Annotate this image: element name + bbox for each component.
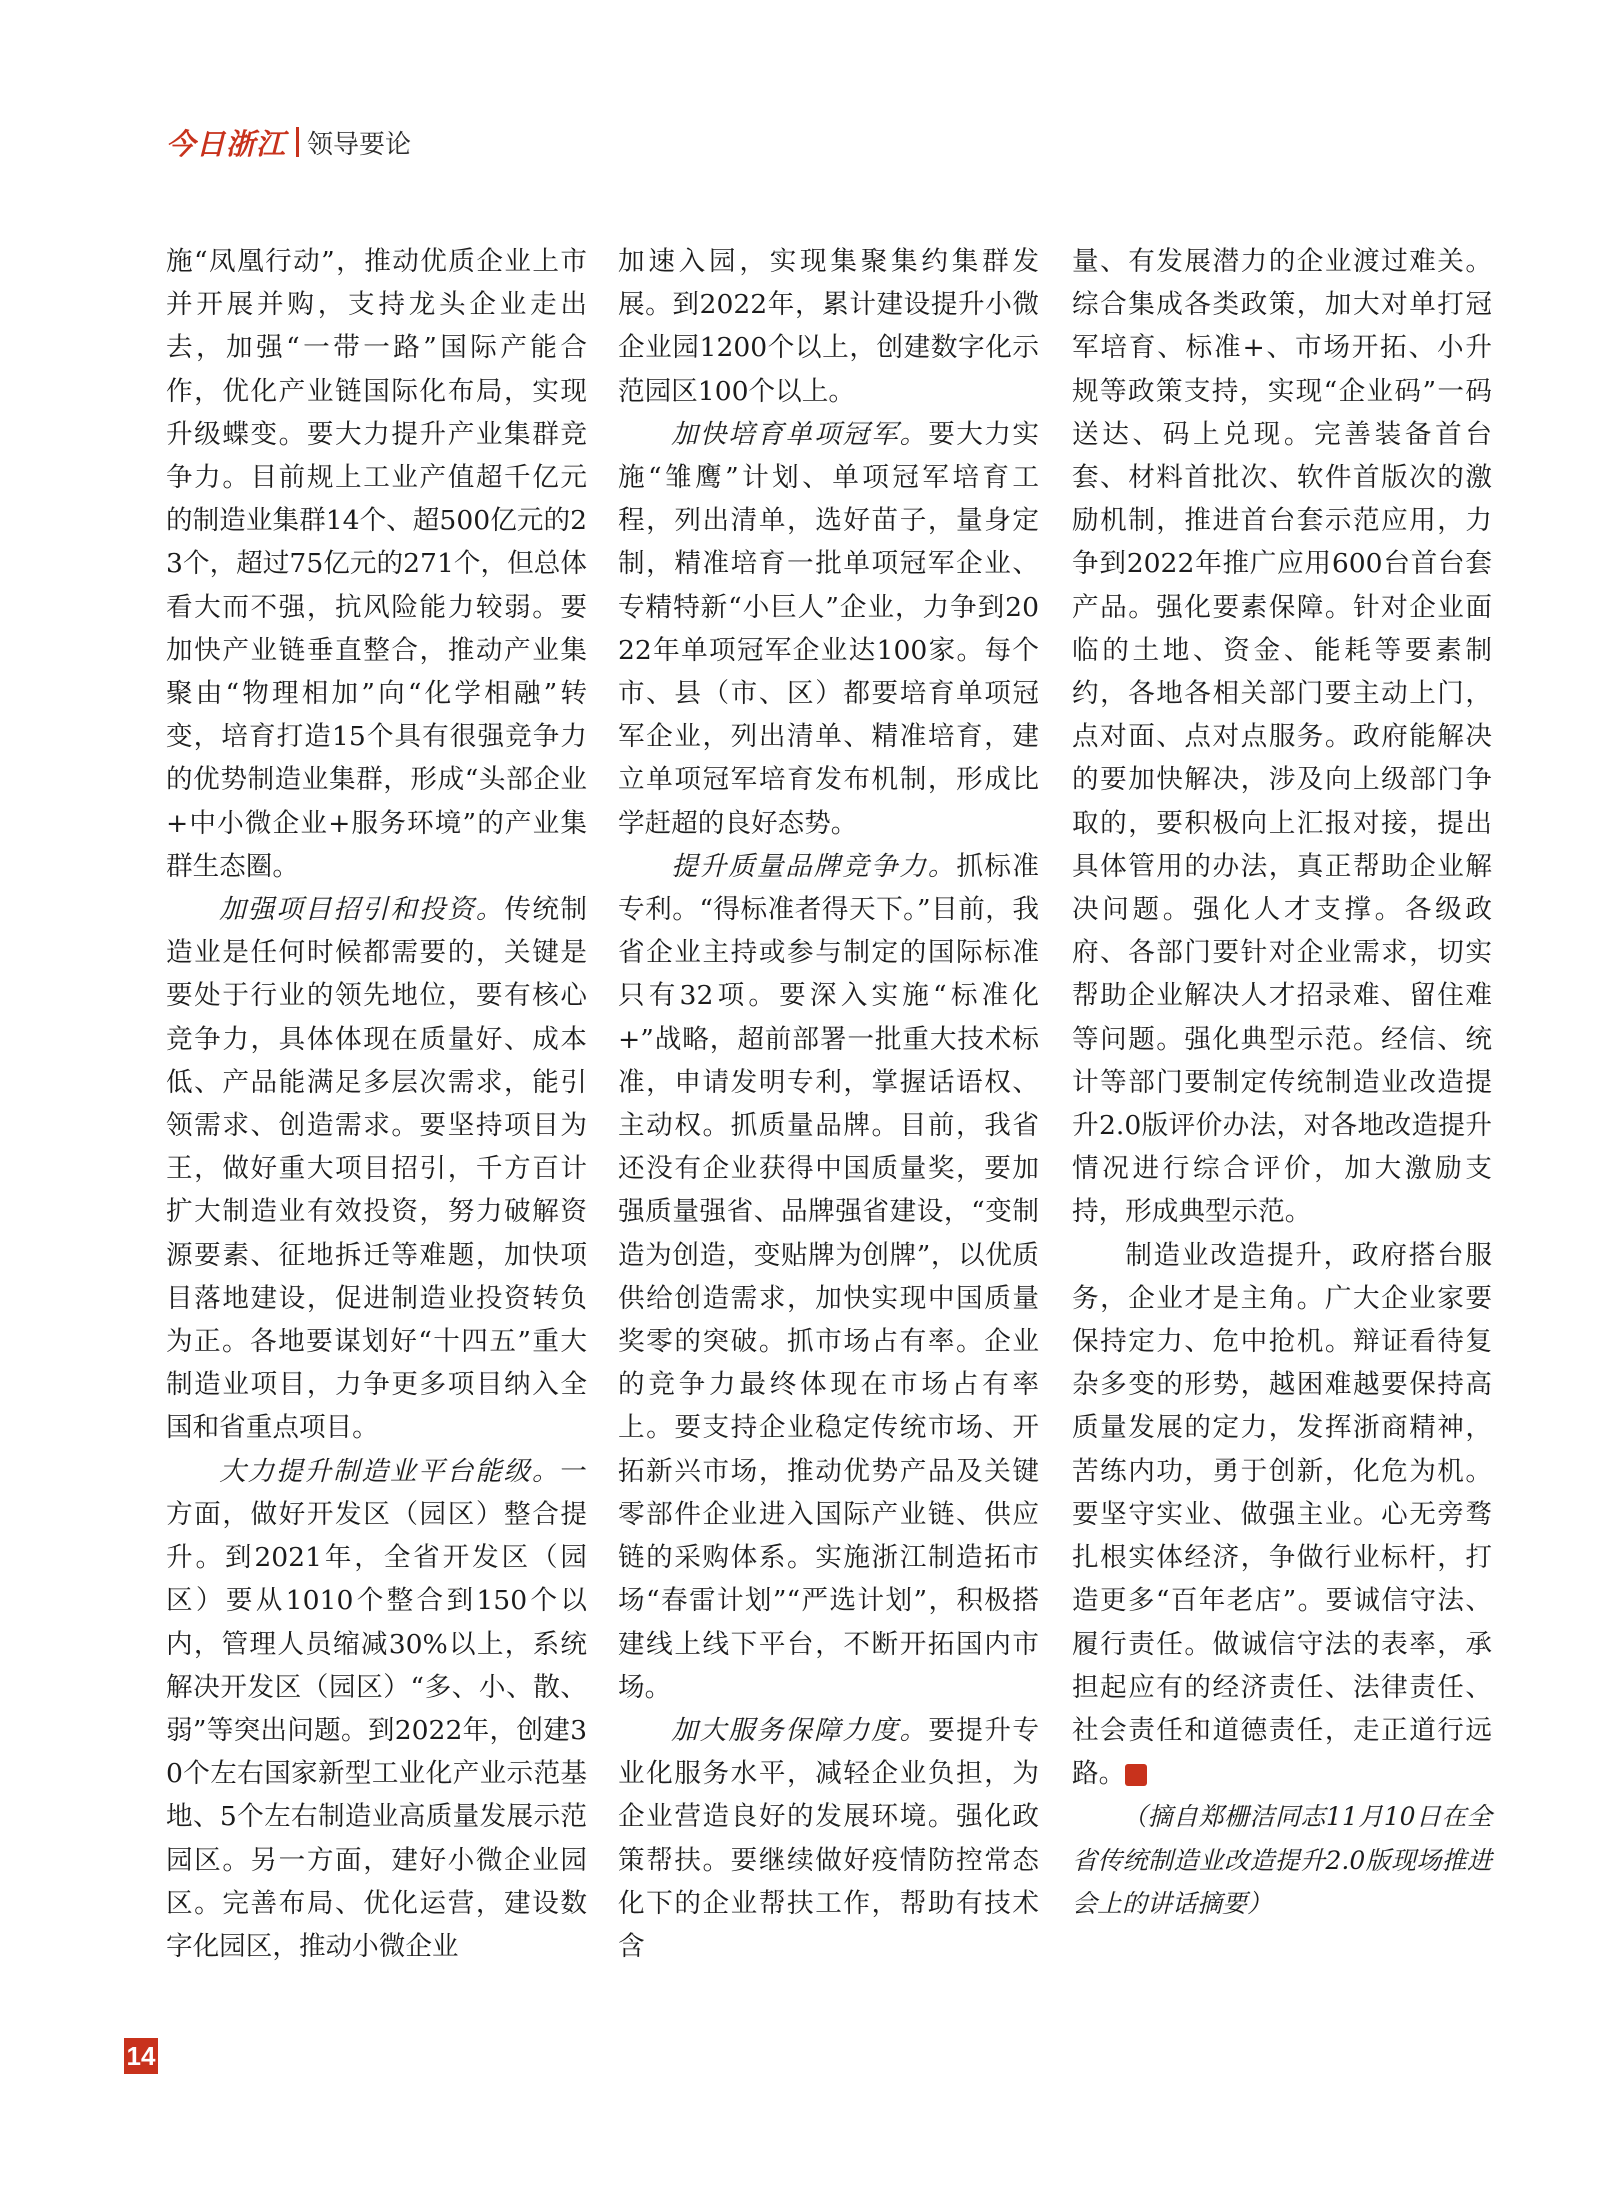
page-number: 14 bbox=[124, 2038, 158, 2074]
subheading: 提升质量品牌竞争力。 bbox=[671, 850, 957, 882]
source-note: （摘自郑栅洁同志11月10日在全省传统制造业改造提升2.0版现场推进会上的讲话摘要） bbox=[1072, 1802, 1492, 1918]
paragraph: 加强项目招引和投资。传统制造业是任何时候都需要的，关键是要处于行业的领先地位，要有核心竞争力，具体体现在质量好、成本低、产品能满足多层次需求，能引领需求、创造需求。要坚持项目为王，做好重大项目招引，千方百计扩大制造业有效投资，努力破解资源要素、征地拆迁等难题，加快项目落地建设，促进制造业投资转负为正。各地要谋划好“十四五”重大制造业项目，力争更多项目纳入全国和省重点项目。 bbox=[166, 894, 588, 1444]
paragraph: 量、有发展潜力的企业渡过难关。综合集成各类政策，加大对单打冠军培育、标准+、市场开拓、小升规等政策支持，实现“企业码”一码送达、码上兑现。完善装备首台套、材料首批次、软件首版次的激励机制，推进首台套示范应用，力争到2022年推广应用600台首台套产品。强化要素保障。针对企业面临的土地、资金、能耗等要素制约，各地各相关部门要主动上门，点对面、点对点服务。政府能解决的要加快解决，涉及向上级部门争取的，要积极向上汇报对接，提出具体管用的办法，真正帮助企业解决问题。强化人才支撑。各级政府、各部门要针对企业需求，切实帮助企业解决人才招录难、留住难等问题。强化典型示范。经信、统计等部门要制定传统制造业改造提升2.0版评价办法，对各地改造提升情况进行综合评价，加大激励支持，形成典型示范。 bbox=[1072, 246, 1492, 1228]
article-column-3 bbox=[1072, 240, 1492, 1925]
subheading: 加强项目招引和投资。 bbox=[219, 894, 505, 926]
article-column-1 bbox=[166, 240, 587, 1968]
paragraph: 大力提升制造业平台能级。一方面，做好开发区（园区）整合提升。到2021年，全省开发区（园区）要从1010个整合到150个以内，管理人员缩减30%以上，系统解决开发区（园区）“多、小、散、弱”等突出问题。到2022年，创建30个左右国家新型工业化产业示范基地、5个左右制造业高质量发展示范园区。另一方面，建好小微企业园区。完善布局、优化运营，建设数字化园区，推动小微企业 bbox=[166, 1455, 587, 1962]
paragraph: 加快培育单项冠军。要大力实施“雏鹰”计划、单项冠军培育工程，列出清单，选好苗子，量身定制，精准培育一批单项冠军企业、专精特新“小巨人”企业，力争到2022年单项冠军企业达100家。每个市、县（市、区）都要培育单项冠军企业，列出清单、精准培育，建立单项冠军培育发布机制，形成比学赶超的良好态势。 bbox=[618, 418, 1040, 839]
paragraph: 提升质量品牌竞争力。抓标准专利。“得标准者得天下。”目前，我省企业主持或参与制定的国际标准只有32项。要深入实施“标准化+”战略，超前部署一批重大技术标准，申请发明专利，掌握话语权、主动权。抓质量品牌。目前，我省还没有企业获得中国质量奖，要加强质量强省、品牌强省建设，“变制造为创造，变贴牌为创牌”，以优质供给创造需求，加快实现中国质量奖零的突破。抓市场占有率。企业的竞争力最终体现在市场占有率上。要支持企业稳定传统市场、开拓新兴市场，推动优势产品及关键零部件企业进入国际产业链、供应链的采购体系。实施浙江制造拓市场“春雷计划”“严选计划”，积极搭建线上线下平台，不断开拓国内市场。 bbox=[618, 850, 1040, 1703]
article-column-2 bbox=[618, 240, 1039, 1968]
paragraph: 加大服务保障力度。要提升专业化服务水平，减轻企业负担，为企业营造良好的发展环境。强化政策帮扶。要继续做好疫情防控常态化下的企业帮扶工作，帮助有技术含 bbox=[618, 1714, 1040, 1962]
paragraph: 施“凤凰行动”，推动优质企业上市并开展并购，支持龙头企业走出去，加强“一带一路”国际产能合作，优化产业链国际化布局，实现升级蝶变。要大力提升产业集群竞争力。目前规上工业产值超千亿元的制造业集群14个、超500亿元的23个，超过75亿元的271个，但总体看大而不强，抗风险能力较弱。要加快产业链垂直整合，推动产业集聚由“物理相加”向“化学相融”转变，培育打造15个具有很强竞争力的优势制造业集群，形成“头部企业+中小微企业+服务环境”的产业集群生态圈。 bbox=[166, 246, 587, 882]
section-title: 领导要论 bbox=[307, 129, 412, 160]
paragraph: 加速入园，实现集聚集约集群发展。到2022年，累计建设提升小微企业园1200个以上，创建数字化示范园区100个以上。 bbox=[618, 246, 1039, 407]
paragraph: 制造业改造提升，政府搭台服务，企业才是主角。广大企业家要保持定力、危中抢机。辩证看待复杂多变的形势，越困难越要保持高质量发展的定力，发挥浙商精神，苦练内功，勇于创新，化危为机。要坚守实业、做强主业。心无旁骛扎根实体经济，争做行业标杆，打造更多“百年老店”。要诚信守法、履行责任。做诚信守法的表率，承担起应有的经济责任、法律责任、社会责任和道德责任，走正道行远路。 今 bbox=[1072, 1239, 1492, 1790]
subheading: 加快培育单项冠军。 bbox=[671, 418, 929, 450]
subheading: 大力提升制造业平台能级。 bbox=[219, 1455, 561, 1487]
masthead bbox=[166, 122, 411, 162]
magazine-logo: 今日浙江 bbox=[166, 126, 287, 161]
subheading: 加大服务保障力度。 bbox=[671, 1714, 929, 1746]
end-mark-icon: 今 bbox=[1125, 1764, 1147, 1786]
header-divider bbox=[296, 127, 299, 157]
